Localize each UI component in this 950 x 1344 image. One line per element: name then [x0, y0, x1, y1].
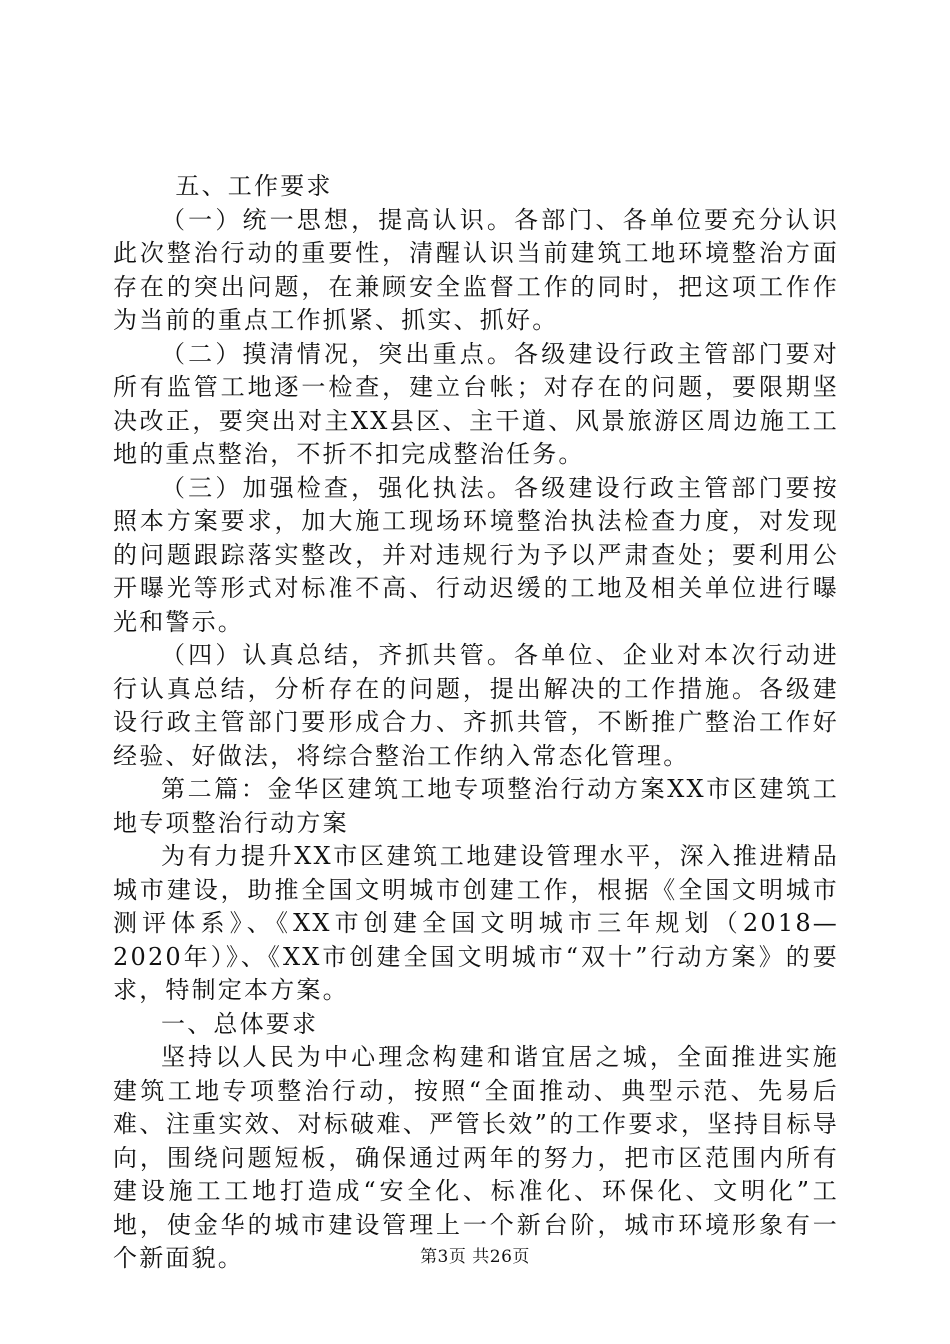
section-heading-work-requirements: 五、工作要求: [175, 172, 333, 200]
section-heading-overall-requirements: 一、总体要求: [161, 1009, 319, 1038]
paragraph-item-1: （一）统一思想，提高认识。各部门、各单位要充分认识此次整治行动的重要性，清醒认识当前建筑工地环境整治方面存在的突出问题，在兼顾安全监督工作的同时，把这项工作作为当前的重点工作抓紧、抓实、抓好。: [113, 205, 839, 334]
document-body: [113, 170, 839, 1276]
paragraph-item-3: （三）加强检查，强化执法。各级建设行政主管部门要按照本方案要求，加大施工现场环境整治执法检查力度，对发现的问题跟踪落实整改，并对违规行为予以严肃查处；要利用公开曝光等形式对标准不高、行动迟缓的工地及相关单位进行曝光和警示。: [113, 473, 839, 636]
paragraph-overall: 坚持以人民为中心理念构建和谐宜居之城，全面推进实施建筑工地专项整治行动，按照“全面推动、典型示范、先易后难、注重实效、对标破难、严管长效”的工作要求，坚持目标导向，围绕问题短板，确保通过两年的努力，把市区范围内所有建设施工工地打造成“安全化、标准化、环保化、文明化”工地，使金华的城市建设管理上一个新台阶，城市环境形象有一个新面貌。: [113, 1043, 839, 1272]
paragraph-item-2: （二）摸清情况，突出重点。各级建设行政主管部门要对所有监管工地逐一检查，建立台帐；对存在的问题，要限期坚决改正，要突出对主XX县区、主干道、风景旅游区周边施工工地的重点整治，不折不扣完成整治任务。: [113, 339, 839, 468]
paragraph-item-4: （四）认真总结，齐抓共管。各单位、企业对本次行动进行认真总结，分析存在的问题，提出解决的工作措施。各级建设行政主管部门要形成合力、齐抓共管，不断推广整治工作好经验、好做法，将综合整治工作纳入常态化管理。: [113, 641, 839, 770]
page-number-footer: 第3页 共26页: [420, 1247, 530, 1267]
chapter-title: 第二篇：金华区建筑工地专项整治行动方案XX市区建筑工地专项整治行动方案: [113, 775, 839, 837]
paragraph-intro: 为有力提升XX市区建筑工地建设管理水平，深入推进精品城市建设，助推全国文明城市创建工作，根据《全国文明城市测评体系》、《XX市创建全国文明城市三年规划（2018—2020年）》、《XX市创建全国文明城市“双十”行动方案》的要求，特制定本方案。: [113, 842, 839, 1004]
